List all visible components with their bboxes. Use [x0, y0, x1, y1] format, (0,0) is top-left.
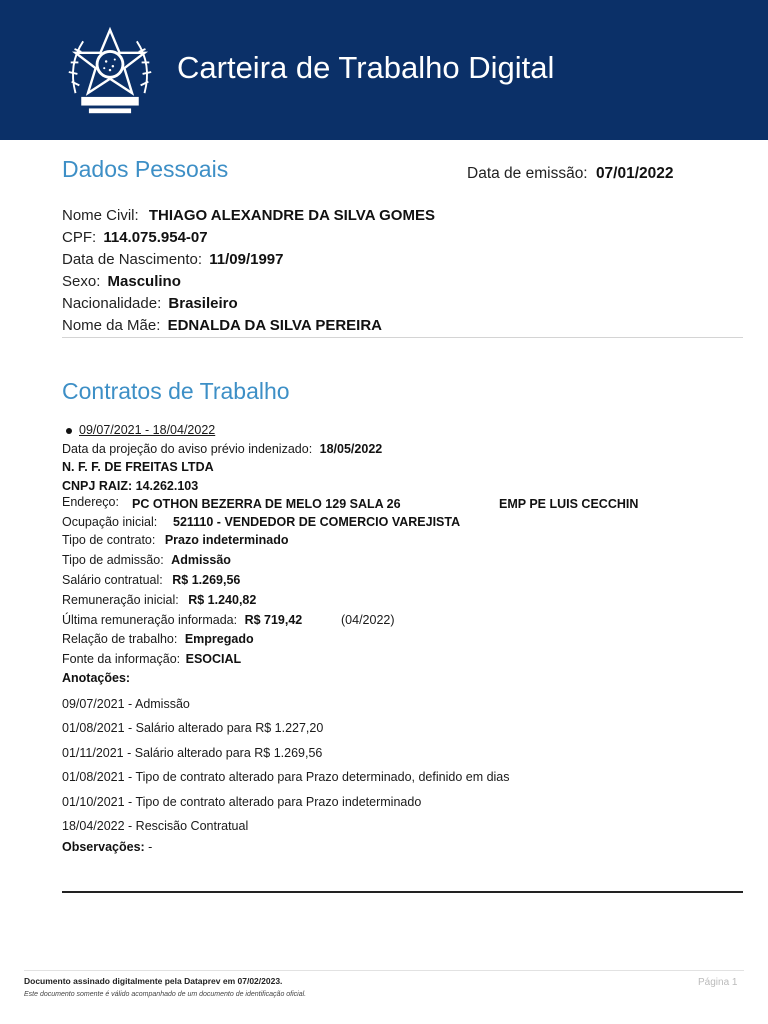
admission-type-value: Admissão	[171, 553, 231, 567]
field-value: EDNALDA DA SILVA PEREIRA	[167, 317, 383, 334]
field-value: Brasileiro	[168, 295, 238, 312]
divider	[62, 337, 743, 338]
last-pay-value: R$ 719,42	[244, 613, 303, 627]
emission-label: Data de emissão:	[467, 165, 588, 182]
address-label: Endereço:	[62, 495, 119, 509]
field-value: 11/09/1997	[209, 251, 284, 268]
cnpj: CNPJ RAIZ: 14.262.103	[62, 479, 199, 493]
field-sexo	[62, 272, 181, 292]
field-label: CPF:	[62, 229, 97, 246]
annotation-item: 01/11/2021 - Salário alterado para R$ 1.269,56	[62, 746, 323, 760]
company-name: N. F. F. DE FREITAS LTDA	[62, 460, 214, 474]
admission-type-label: Tipo de admissão:	[62, 553, 164, 567]
salary-row	[62, 572, 240, 588]
field-label: Nome da Mãe:	[62, 317, 161, 334]
occupation-label: Ocupação inicial:	[62, 515, 158, 529]
address-extra: EMP PE LUIS CECCHIN	[499, 497, 639, 511]
initial-pay-row	[62, 592, 256, 608]
field-nome-mae	[62, 316, 382, 336]
footer-signed: Documento assinado digitalmente pela Dataprev em 07/02/2023.	[24, 976, 283, 986]
field-label: Nome Civil:	[62, 207, 139, 224]
page-number: Página 1	[698, 977, 738, 988]
annotation-item: 09/07/2021 - Admissão	[62, 697, 190, 711]
source-label: Fonte da informação:	[62, 652, 181, 666]
address-value: PC OTHON BEZERRA DE MELO 129 SALA 26	[132, 497, 401, 511]
header-title: Carteira de Trabalho Digital	[177, 50, 555, 85]
field-value: Masculino	[107, 273, 181, 290]
annotation-item: 01/10/2021 - Tipo de contrato alterado para Prazo indeterminado	[62, 795, 422, 809]
last-pay-label: Última remuneração informada:	[62, 613, 238, 627]
field-value: THIAGO ALEXANDRE DA SILVA GOMES	[148, 207, 435, 224]
salary-label: Salário contratual:	[62, 573, 163, 587]
contract-type-label: Tipo de contrato:	[62, 533, 156, 547]
field-nome-civil	[62, 206, 435, 226]
annotation-item: 01/08/2021 - Salário alterado para R$ 1.227,20	[62, 721, 324, 735]
annotations-label: Anotações:	[62, 671, 131, 685]
relation-row	[62, 631, 254, 647]
field-label: Data de Nascimento:	[62, 251, 203, 268]
observations-label: Observações:	[62, 840, 145, 854]
annotation-item: 01/08/2021 - Tipo de contrato alterado para Prazo determinado, definido em dias	[62, 770, 510, 784]
bullet-icon	[66, 428, 72, 434]
projection-label: Data da projeção do aviso prévio indenizado:	[62, 442, 313, 456]
initial-pay-label: Remuneração inicial:	[62, 593, 179, 607]
emission-value: 07/01/2022	[595, 165, 674, 182]
contract-type-row	[62, 532, 288, 548]
field-label: Sexo:	[62, 273, 101, 290]
occupation-value: 521110 - VENDEDOR DE COMERCIO VAREJISTA	[173, 515, 461, 529]
end-rule	[62, 891, 743, 893]
observations-value: -	[148, 840, 153, 854]
observations-row	[62, 839, 152, 855]
contract-period	[66, 422, 215, 438]
personal-section-title: Dados Pessoais	[62, 156, 229, 182]
annotation-item: 18/04/2022 - Rescisão Contratual	[62, 819, 249, 833]
period-text: 09/07/2021 - 18/04/2022	[79, 423, 216, 437]
page-header	[0, 0, 768, 140]
source-value: ESOCIAL	[185, 652, 242, 666]
contracts-section-title: Contratos de Trabalho	[62, 378, 290, 404]
projection-row	[62, 441, 382, 457]
projection-value: 18/05/2022	[319, 442, 383, 456]
relation-label: Relação de trabalho:	[62, 632, 178, 646]
initial-pay-value: R$ 1.240,82	[188, 593, 257, 607]
field-data-nascimento	[62, 250, 284, 270]
salary-value: R$ 1.269,56	[172, 573, 241, 587]
field-cpf	[62, 228, 208, 248]
footer-note: Este documento somente é válido acompanhado de um documento de identificação oficial.	[24, 991, 307, 998]
contract-type-value: Prazo indeterminado	[164, 533, 289, 547]
admission-type-row	[62, 552, 231, 568]
relation-value: Empregado	[184, 632, 254, 646]
brazil-coat-of-arms-icon	[62, 26, 158, 118]
last-pay-ref: (04/2022)	[341, 613, 395, 627]
field-nacionalidade	[62, 294, 238, 314]
field-label: Nacionalidade:	[62, 295, 162, 312]
last-pay-row	[62, 612, 302, 628]
source-row	[62, 651, 241, 667]
footer-divider	[24, 970, 744, 971]
emission-date	[467, 165, 674, 183]
field-value: 114.075.954-07	[103, 229, 208, 246]
